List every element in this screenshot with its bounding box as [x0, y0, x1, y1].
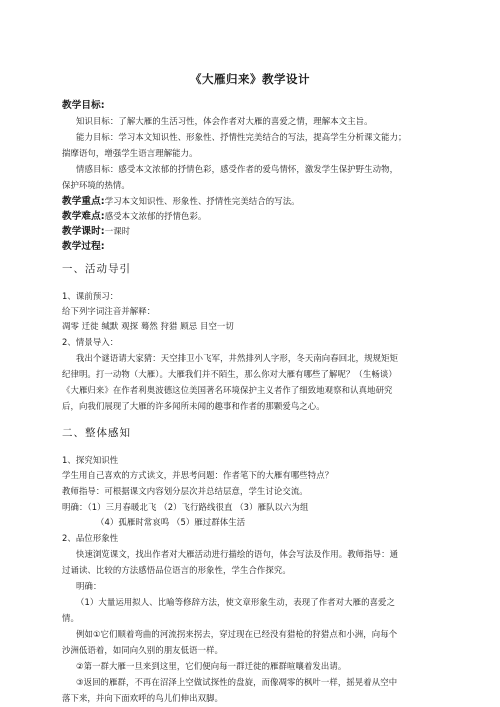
- document-title: 《大雁归来》教学设计: [190, 72, 310, 86]
- s2-para-10: 落下来，并向下面欢呼的鸟儿们伸出双脚。: [62, 693, 224, 703]
- s2-question-1: 学生用自己喜欢的方式读文，并思考问题：作者笔下的大雁有哪些特点？: [62, 470, 334, 480]
- goal-ability-line-1: 能力目标：学习本文知识性、形象性、抒情性完美结合的写法，提高学生分析课文能力；: [76, 132, 407, 142]
- s2-question-2: 教师指导：可根据课文内容划分层次并总结层意，学生讨论交流。: [62, 486, 308, 496]
- section-1-title: 一、活动导引: [62, 263, 131, 275]
- s1-words: 凋零 迁徙 缄默 观探 蓦然 狩猎 顾忌 目空一切: [62, 321, 234, 331]
- s2-para-1: 快速浏览课文，找出作者对大雁活动进行描绘的语句，体会写法及作用。教师指导：通: [76, 549, 399, 559]
- difficult-label: 教学难点:: [62, 211, 105, 222]
- s2-para-9: ③返回的雁群，不再在沼泽上空做试探性的盘旋，而像凋零的枫叶一样，摇晃着从空中: [76, 677, 398, 687]
- s2-para-6: 例如①它们顺着弯曲的河流拐来拐去，穿过现在已经没有猎枪的狩猎点和小洲，向每个: [76, 629, 398, 639]
- goals-heading: 教学目标:: [62, 100, 105, 111]
- s2-para-8: ②第一群大雁一旦来到这里，它们便向每一群迁徙的雁群喧嚷着发出请。: [76, 661, 347, 671]
- s2-para-3: 明确：: [76, 581, 102, 591]
- s2-para-2: 过诵读、比较的方法感悟品位语言的形象性，学生合作探究。: [62, 565, 291, 575]
- hours-text: 一课时: [104, 226, 131, 236]
- s1-intro-line-4: 后，向我们展现了大雁的许多闻所未闻的趣事和作者的那颗爱鸟之心。: [62, 401, 325, 411]
- goal-ability-line-2: 揣摩语句，增强学生语言理解能力。: [62, 148, 198, 158]
- s1-item-1-text: 给下列字词注音并解释：: [62, 306, 156, 316]
- goal-emotion-line-1: 情感目标：感受本文浓郁的抒情色彩，感受作者的爱鸟情怀，激发学生保护野生动物，: [76, 164, 399, 174]
- difficult-text: 感受本文浓郁的抒情色彩。: [104, 211, 207, 221]
- s2-item-2: 2、品位形象性: [62, 533, 119, 543]
- s1-intro-line-3: 《大雁归来》在作者利奥波德这位美国著名环境保护主义者作了细致地观察和认真地研究: [62, 385, 393, 395]
- process-heading: 教学过程:: [62, 241, 105, 252]
- s2-para-4: （1）大量运用拟人、比喻等修辞方法，使文章形象生动，表现了作者对大雁的喜爱之: [76, 597, 396, 607]
- class-hours: [62, 226, 130, 237]
- hours-label: 教学课时:: [62, 226, 105, 237]
- s1-intro-line-1: 我出个谜语请大家猜：天空排卫小飞军，井然排列人字形，冬天南向春回北，规规矩矩: [76, 353, 399, 363]
- s1-item-1: 1、课前预习：: [62, 291, 119, 301]
- difficult-point: [62, 211, 206, 222]
- goal-knowledge: 知识目标：了解大雁的生活习性，体会作者对大雁的喜爱之情，理解本文主旨。: [76, 116, 373, 126]
- s2-para-5: 情。: [62, 613, 79, 623]
- key-label: 教学重点:: [62, 196, 105, 207]
- s2-para-7: 沙洲低语着，如同向久别的朋友低语一样。: [62, 645, 224, 655]
- s1-item-2: 2、情景导入：: [62, 337, 119, 347]
- key-text: 学习本文知识性、形象性、抒情性完美结合的写法。: [104, 196, 300, 206]
- s2-answer-line-2: （4）孤雁时常哀鸣 （5）雁过群体生活: [96, 517, 246, 527]
- key-point: [62, 196, 300, 207]
- s1-intro-line-2: 纪律明。打一动物（大雁）。大雁我们并不陌生，那么你对大雁有哪些了解呢？（生畅谈）: [62, 369, 397, 379]
- section-2-title: 二、整体感知: [62, 427, 131, 439]
- goal-emotion-line-2: 保护环境的热情。: [62, 180, 130, 190]
- s2-item-1: 1、探究知识性: [62, 455, 119, 465]
- s2-answer-line-1: 明确：（1）三月春暖北飞 （2）飞行路线很直 （3）雁队以六为组: [62, 502, 309, 512]
